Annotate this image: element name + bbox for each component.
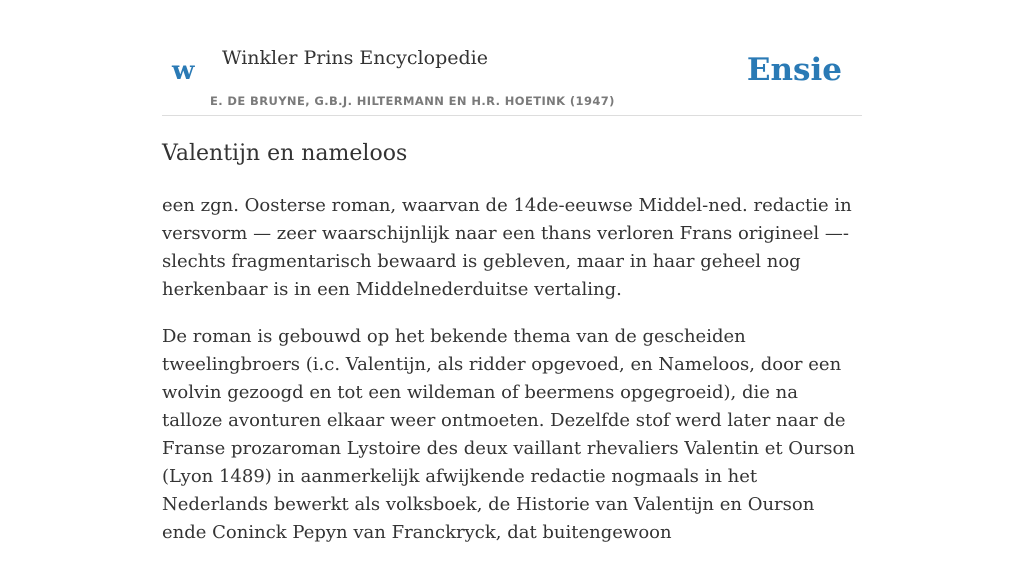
wp-logo-icon[interactable]: w (172, 56, 195, 86)
entry-paragraph: een zgn. Oosterse roman, waarvan de 14de-eeuwse Middel-ned. redactie in versvorm — zeer waarschijnlijk naar een thans verloren Frans origineel —- slechts fragmentarisch bewaard is gebleven, maar in haar geheel nog herkenbaar is in een Middelnederduitse vertaling. (162, 195, 852, 300)
entry-body (162, 192, 862, 566)
site-header (162, 40, 862, 116)
entry-title: Valentijn en nameloos (162, 141, 408, 166)
encyclopedia-title-link[interactable]: Winkler Prins Encyclopedie (222, 47, 488, 69)
encyclopedia-authors: E. DE BRUYNE, G.B.J. HILTERMANN EN H.R. HOETINK (1947) (210, 94, 615, 108)
entry-paragraph: De roman is gebouwd op het bekende thema van de gescheiden tweelingbroers (i.c. Valentijn, als ridder opgevoed, en Nameloos, door een wolvin gezoogd en tot een wildeman of beermens opgegroeid), die na talloze avonturen elkaar weer ontmoeten. Dezelfde stof werd later naar de Franse prozaroman Lystoire des deux vaillant rhevaliers Valentin et Ourson (Lyon 1489) in aanmerkelijk afwijkende redactie nogmaals in het Nederlands bewerkt als volksboek, de Historie van Valentijn en Ourson ende Coninck Pepyn van Franckryck, dat buitengewoon (162, 326, 855, 543)
ensie-logo-link[interactable]: Ensie (746, 52, 842, 88)
